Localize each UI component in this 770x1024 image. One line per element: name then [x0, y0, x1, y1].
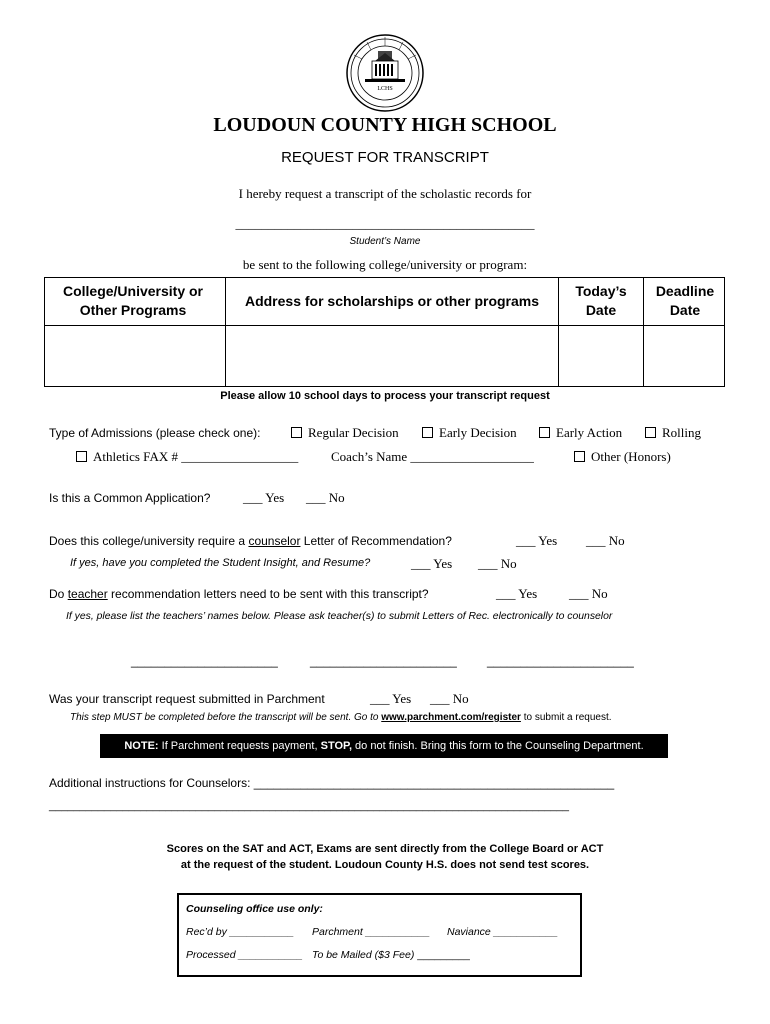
cell-deadline-date[interactable]: [645, 327, 723, 385]
parchment-field[interactable]: Parchment ___________: [312, 926, 430, 938]
common-app-question: Is this a Common Application?: [49, 491, 211, 505]
office-title: Counseling office use only:: [186, 903, 323, 915]
naviance-field[interactable]: Naviance ___________: [447, 926, 558, 938]
student-name-caption: Student’s Name: [349, 236, 421, 247]
parchment-yes[interactable]: ___ Yes: [370, 691, 412, 706]
header-todays-date: Today’s Date: [575, 283, 627, 318]
insight-yes[interactable]: ___ Yes: [411, 556, 453, 571]
option-label: Early Action: [556, 425, 623, 440]
form-title: REQUEST FOR TRANSCRIPT: [281, 149, 489, 166]
cell-todays-date[interactable]: [560, 327, 642, 385]
option-label: Rolling: [662, 425, 702, 440]
processing-note: Please allow 10 school days to process your transcript request: [220, 390, 550, 402]
college-table: [44, 277, 725, 387]
student-name-blank[interactable]: ______________________________________________: [235, 216, 535, 231]
processed-field[interactable]: Processed ___________: [186, 949, 303, 961]
teacher-yes[interactable]: ___ Yes: [496, 586, 538, 601]
teacher-name-blank-3[interactable]: ______________________: [487, 654, 634, 668]
common-app-no[interactable]: ___ No: [306, 490, 345, 505]
scores-line-1: Scores on the SAT and ACT, Exams are sent directly from the College Board or ACT: [166, 843, 604, 855]
payment-note-bar: NOTE: If Parchment requests payment, STOP, do not finish. Bring this form to the Counseling Department.: [100, 734, 668, 758]
seal-text: LCHS: [377, 86, 393, 92]
coach-name-field[interactable]: Coach’s Name ___________________: [331, 449, 534, 464]
option-label: Regular Decision: [308, 425, 399, 440]
teacher-no[interactable]: ___ No: [569, 586, 608, 601]
option-athletics-fax[interactable]: [76, 449, 298, 465]
insight-no[interactable]: ___ No: [478, 556, 517, 571]
option-label: Other (Honors): [591, 449, 671, 464]
counselor-yes[interactable]: ___ Yes: [516, 533, 558, 548]
teacher-question: Do teacher recommendation letters need to be sent with this transcript?: [49, 587, 429, 601]
header-deadline-date: Deadline Date: [655, 283, 715, 318]
checkbox-icon[interactable]: [539, 427, 550, 438]
option-early-decision[interactable]: [422, 425, 517, 441]
header-address: Address for scholarships or other programs: [244, 293, 540, 309]
common-app-yes[interactable]: ___ Yes: [243, 490, 285, 505]
option-rolling[interactable]: [645, 425, 701, 441]
parchment-instructions: This step MUST be completed before the transcript will be sent. Go to www.parchment.com/register to submit a request.: [70, 712, 612, 723]
parchment-question: Was your transcript request submitted in Parchment: [49, 692, 325, 706]
teacher-name-blank-1[interactable]: ______________________: [131, 654, 278, 668]
additional-blank-line[interactable]: _____________________________________________________________________________________: [49, 800, 570, 812]
admissions-label: Type of Admissions (please check one):: [49, 426, 261, 440]
additional-instructions[interactable]: Additional instructions for Counselors: ______________________________________________________: [49, 776, 615, 790]
cell-college[interactable]: [45, 327, 225, 385]
checkbox-icon[interactable]: [645, 427, 656, 438]
option-label: Early Decision: [439, 425, 517, 440]
school-seal-logo: [345, 33, 425, 113]
checkbox-icon[interactable]: [76, 451, 87, 462]
cell-address[interactable]: [227, 327, 557, 385]
option-regular-decision[interactable]: [291, 425, 399, 441]
checkbox-icon[interactable]: [574, 451, 585, 462]
checkbox-icon[interactable]: [422, 427, 433, 438]
option-other-honors[interactable]: [574, 449, 671, 465]
counselor-question: Does this college/university require a counselor Letter of Recommendation?: [49, 534, 452, 548]
header-college: College/University or Other Programs: [62, 283, 204, 318]
intro-line: I hereby request a transcript of the scholastic records for: [238, 186, 532, 201]
teacher-instructions: If yes, please list the teachers’ names below. Please ask teacher(s) to submit Letters of Rec. electronically to counselor: [66, 611, 613, 622]
option-early-action[interactable]: [539, 425, 622, 441]
option-label: Athletics FAX # __________________: [93, 449, 299, 464]
school-name: LOUDOUN COUNTY HIGH SCHOOL: [213, 114, 557, 136]
parchment-link[interactable]: www.parchment.com/register: [381, 712, 521, 723]
received-by-field[interactable]: Rec’d by ___________: [186, 926, 295, 938]
counseling-office-box: [177, 893, 582, 977]
scores-line-2: at the request of the student. Loudoun County H.S. does not send test scores.: [180, 859, 590, 871]
teacher-name-blank-2[interactable]: ______________________: [310, 654, 457, 668]
counselor-no[interactable]: ___ No: [586, 533, 625, 548]
sent-to-line: be sent to the following college/university or program:: [242, 257, 528, 272]
to-be-mailed-field[interactable]: To be Mailed ($3 Fee) _________: [312, 949, 470, 961]
parchment-no[interactable]: ___ No: [430, 691, 469, 706]
checkbox-icon[interactable]: [291, 427, 302, 438]
insight-question: If yes, have you completed the Student Insight, and Resume?: [70, 557, 371, 569]
